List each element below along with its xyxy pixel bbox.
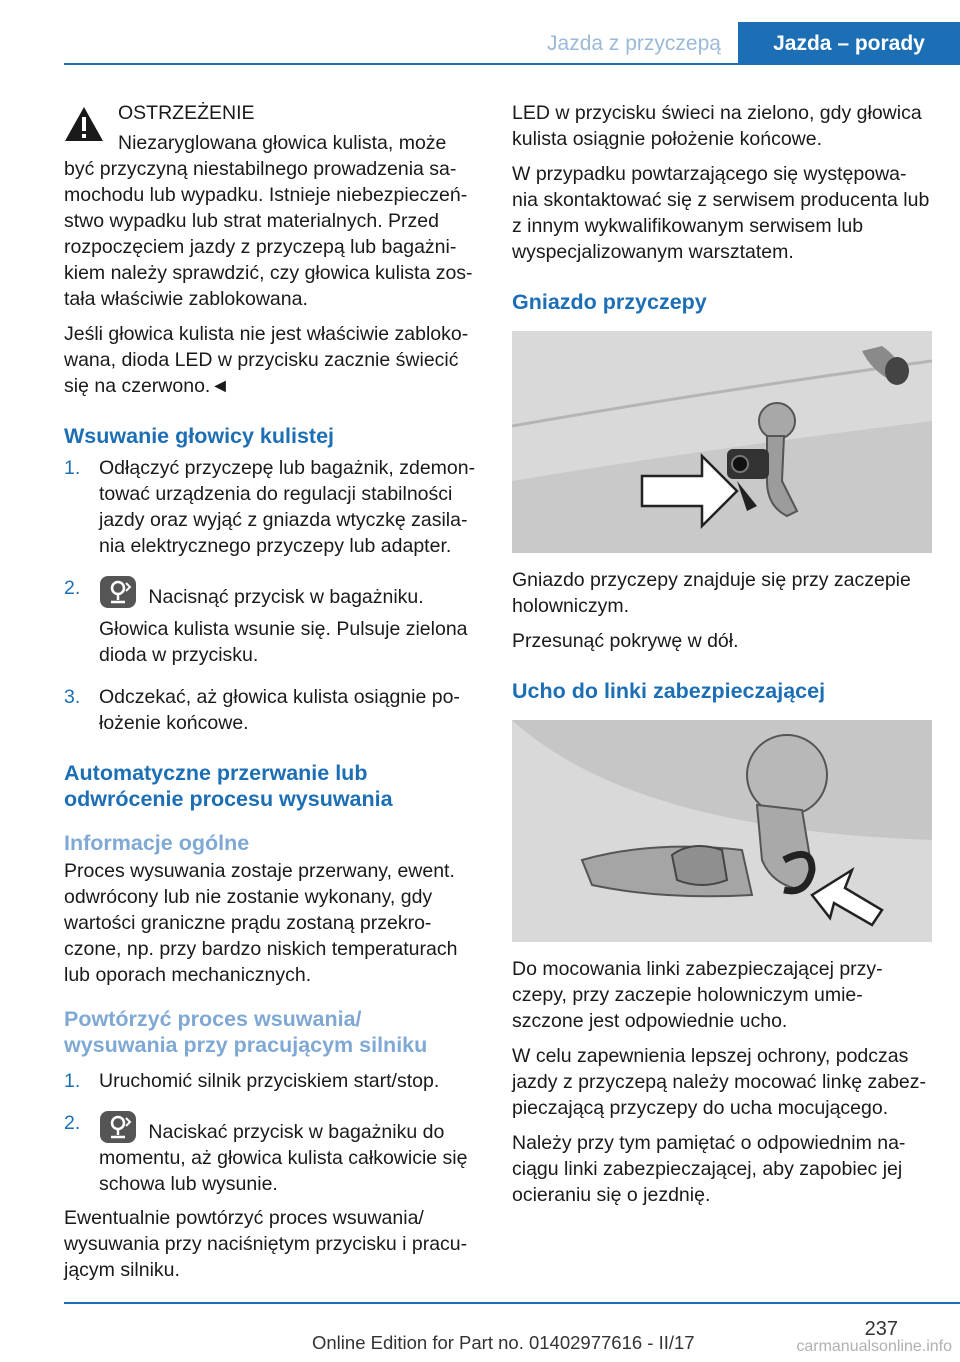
tow-hitch-button-icon [99, 575, 137, 609]
section-heading-retract: Wsuwanie głowicy kulistej [64, 424, 335, 448]
list-number: 3. [64, 686, 81, 708]
list-text: Nacisnąć przycisk w bagażniku. [148, 586, 424, 608]
tab-chapter[interactable]: Jazda – porady [738, 22, 960, 65]
section-heading-socket: Gniazdo przyczepy [512, 290, 707, 314]
list-number: 1. [64, 457, 81, 479]
general-info-text: Proces wysuwania zostaje przerwany, ewent. odwrócony lub nie zostanie wykonany, gdy wartości graniczne prądu zostaną przekro-czone, np. przy bardzo niskich temperaturach lub oporach mechanicznych. [64, 860, 458, 986]
edition-text: Online Edition for Part no. 01402977616 - II/17 [312, 1332, 695, 1353]
list-text: Uruchomić silnik przyciskiem start/stop. [99, 1070, 440, 1092]
left-column [64, 100, 479, 1292]
section-heading-auto-stop: Automatyczne przerwanie lub odwrócenie procesu wysuwania [64, 761, 393, 811]
warning-body-2: Jeśli głowica kulista nie jest właściwie zabloko-wana, dioda LED w przycisku zacznie świecić się na czerwono.◄ [64, 323, 469, 397]
trailer-socket-drawing [512, 331, 932, 553]
list-item [64, 575, 479, 668]
service-info-text: W przypadku powtarzającego się występowa-nia skontaktować się z serwisem producenta lub z innym wykwalifikowanym serwisem lub wyspecjalizowanym warsztatem. [512, 163, 930, 263]
warning-body: być przyczyną niestabilnego prowadzenia sa-mochodu lub wypadku. Istnieje niebezpieczeń-stwo wypadku lub strat materialnych. Przed rozpoczęciem jazdy z przyczepą lub bagażni-kiem należy sprawdzić, czy głowica kulista zos-tała właściwie zablokowana. [64, 158, 473, 310]
list-item [64, 1110, 479, 1197]
list-item [64, 455, 479, 559]
trailer-socket-illustration [512, 331, 932, 553]
list-number: 1. [64, 1070, 81, 1092]
socket-cover-text: Przesunąć pokrywę w dół. [512, 630, 739, 652]
warning-lead: Niezaryglowana głowica kulista, może [118, 132, 447, 154]
list-subtext: Głowica kulista wsunie się. Pulsuje zielona dioda w przycisku. [99, 618, 468, 666]
safety-eye-drawing [512, 720, 932, 942]
warning-block [64, 100, 479, 399]
watermark: carmanualsonline.info [796, 1338, 952, 1355]
tow-hitch-button-icon [99, 1110, 137, 1144]
eye-usage-text: W celu zapewnienia lepszej ochrony, podczas jazdy z przyczepą należy mocować linkę zabez-pieczającą przyczepy do ucha mocującego. [512, 1045, 927, 1119]
right-column [512, 100, 932, 1217]
eye-purpose-text: Do mocowania linki zabezpieczającej przy-czepy, przy zaczepie holowniczym umie-szczone jest odpowiednie ucho. [512, 958, 883, 1032]
led-info-text: LED w przycisku świeci na zielono, gdy głowica kulista osiągnie położenie końcowe. [512, 102, 922, 150]
tab-section[interactable]: Jazda z przyczepą [547, 32, 721, 55]
list-text: Naciskać przycisk w bagażniku do momentu, aż głowica kulista całkowicie się schowa lub wysunie. [99, 1121, 468, 1195]
list-number: 2. [64, 1112, 81, 1134]
list-item [64, 684, 479, 736]
closing-text: Ewentualnie powtórzyć proces wsuwania/ wysuwania przy naciśniętym przycisku i pracu-jącym silniku. [64, 1207, 468, 1281]
sub-heading-repeat: Powtórzyć proces wsuwania/ wysuwania przy pracującym silniku [64, 1007, 428, 1057]
eye-tension-text: Należy przy tym pamiętać o odpowiednim na-ciągu linki zabezpieczającej, aby zapobiec jej ocieraniu się o jezdnię. [512, 1132, 906, 1206]
section-heading-eye: Ucho do linki zabezpieczającej [512, 679, 826, 703]
footer-rule [64, 1302, 960, 1304]
sub-heading-general: Informacje ogólne [64, 831, 250, 855]
list-item [64, 1068, 479, 1094]
safety-eye-illustration [512, 720, 932, 942]
socket-location-text: Gniazdo przyczepy znajduje się przy zaczepie holowniczym. [512, 569, 911, 617]
page-number: 237 [864, 1318, 898, 1340]
warning-title: OSTRZEŻENIE [118, 102, 255, 124]
warning-triangle-icon [64, 106, 104, 142]
list-number: 2. [64, 577, 81, 599]
list-text: Odłączyć przyczepę lub bagażnik, zdemon-tować urządzenia do regulacji stabilności jazdy oraz wyjąć z gniazda wtyczkę zasila-nia elektrycznego przyczepy lub adapter. [99, 457, 476, 557]
list-text: Odczekać, aż głowica kulista osiągnie po-łożenie końcowe. [99, 686, 460, 734]
